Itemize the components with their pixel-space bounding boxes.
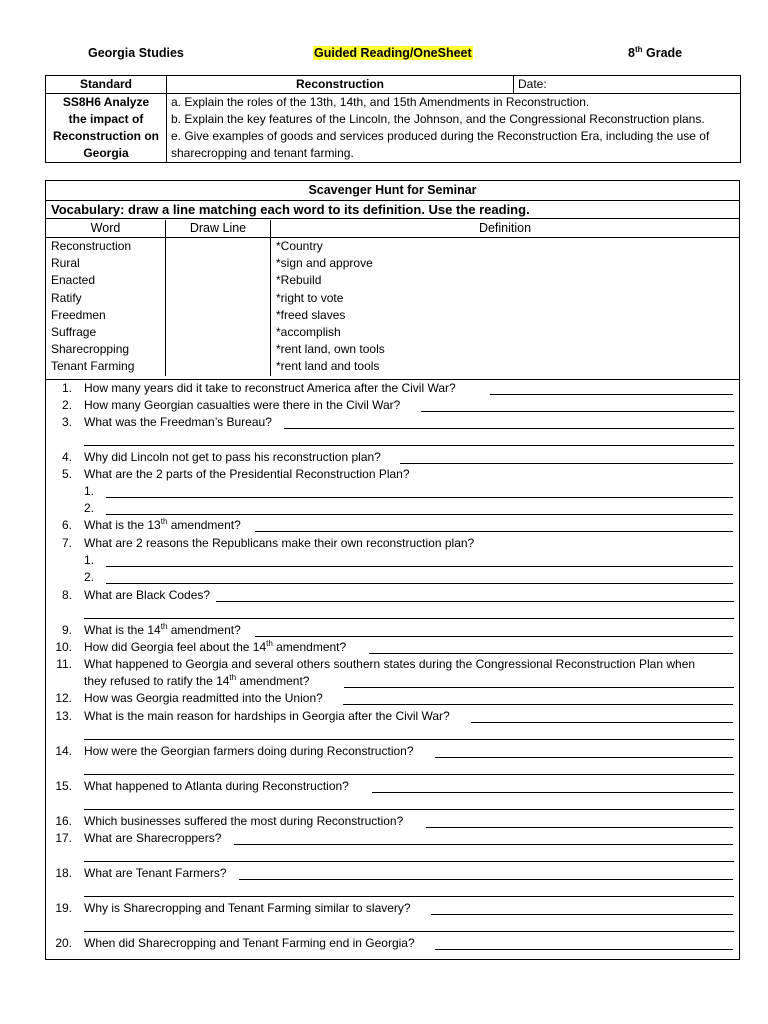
answer-line[interactable] [106, 566, 733, 568]
answer-line[interactable] [372, 792, 733, 794]
answer-line[interactable] [239, 879, 733, 881]
vocab-word: Enacted [51, 273, 96, 288]
answer-line[interactable] [84, 774, 734, 776]
answer-line[interactable] [84, 739, 734, 741]
vocab-definition: *rent land and tools [276, 359, 380, 374]
draw-col-header: Draw Line [166, 220, 271, 238]
objectives [167, 94, 741, 163]
answer-line[interactable] [255, 531, 733, 533]
answer-line[interactable] [490, 394, 733, 396]
answer-line[interactable] [84, 618, 734, 620]
vocab-table [46, 220, 739, 376]
grade-word: Grade [642, 46, 683, 60]
definition-list [271, 238, 740, 376]
grade-suffix: th [634, 44, 643, 54]
answer-line[interactable] [426, 827, 733, 829]
objective-e: e. Give examples of goods and services produced during the Reconstruction Era, including the use of [171, 129, 710, 143]
standard-table [45, 75, 741, 163]
answer-line[interactable] [84, 809, 734, 811]
document-title-text: Guided Reading/OneSheet [314, 46, 472, 60]
vocab-definition: *right to vote [276, 290, 344, 305]
vocab-word: Freedmen [51, 307, 106, 322]
vocab-word: Suffrage [51, 325, 97, 340]
answer-line[interactable] [471, 722, 733, 724]
answer-line[interactable] [343, 704, 733, 706]
answer-line[interactable] [106, 497, 733, 499]
vocab-word: Sharecropping [51, 342, 130, 357]
vocab-definition: *freed slaves [276, 307, 346, 322]
vocab-word: Tenant Farming [51, 359, 135, 374]
answer-line[interactable] [421, 411, 734, 413]
objective-b: b. Explain the key features of the Lincoln, the Johnson, and the Congressional Reconstruction plans. [171, 112, 705, 126]
grade-number: 8 [628, 46, 635, 60]
hunt-title: Scavenger Hunt for Seminar [46, 181, 739, 201]
vocab-definition: *Country [276, 239, 323, 253]
standard-line: the impact of [68, 112, 144, 126]
document-title [313, 46, 473, 60]
answer-line[interactable] [106, 514, 733, 516]
answer-line[interactable] [344, 687, 734, 689]
standard-code [46, 94, 167, 163]
answer-line[interactable] [435, 757, 733, 759]
definition-col-header: Definition [271, 220, 740, 238]
draw-line-area[interactable] [166, 238, 271, 376]
scavenger-hunt-box [45, 180, 740, 960]
standard-header: Standard [46, 76, 167, 94]
vocab-definition: *rent land, own tools [276, 342, 385, 357]
vocab-definition: *accomplish [276, 325, 341, 340]
vocab-definition: *Rebuild [276, 273, 322, 288]
question-list: 1. How many years did it take to reconstruct America after the Civil War? 2. How many Georgian casualties were there in the Civil War? 3. What was the Freedman’s Bureau? 4. Why did Lincoln not get to pass his reconstruction plan? 5. What are the 2 parts of the Presidential Reconstruction Plan? 1. 2. 6. What is the 13th amendment? 7. What are 2 reasons the Republicans make their own reconstruction plan? 1. 2. 8. What are Black Codes? 9. What is the 14th amendment? 10. How did Georgia feel about the 14th amendment? 11. What happened to Georgia and several others southern states during the Congressional Reconstruction Plan when they refused to ratify the 14th amendment? 12. How was Georgia readmitted into the Union? 13. What is the main reason for hardships in Georgia after the Civil War? 14. How were the Georgian farmers doing during Reconstruction? 15. What happened to Atlanta during Reconstruction? 16. Which businesses suffered the most during Reconstruction? 17. What are Sharecroppers? 18. What are Tenant Farmers? 19. Why is Sharecropping and Tenant Farming similar to slavery? 20. When did Sharecropping and Tenant Farming end in Georgia? [46, 379, 739, 380]
answer-line[interactable] [84, 896, 734, 898]
answer-line[interactable] [216, 601, 734, 603]
topic-header: Reconstruction [167, 76, 514, 94]
answer-line[interactable] [369, 653, 733, 655]
grade-label [628, 46, 682, 60]
date-field[interactable]: Date: [514, 76, 741, 94]
answer-line[interactable] [400, 463, 733, 465]
vocab-word: Ratify [51, 290, 82, 305]
answer-line[interactable] [84, 861, 734, 863]
answer-line[interactable] [255, 636, 733, 638]
vocab-word: Rural [51, 256, 80, 271]
answer-line[interactable] [106, 583, 733, 585]
objective-a: a. Explain the roles of the 13th, 14th, and 15th Amendments in Reconstruction. [171, 95, 590, 109]
answer-line[interactable] [284, 428, 734, 430]
standard-line: SS8H6 Analyze [62, 95, 150, 109]
answer-line[interactable] [435, 949, 733, 951]
standard-line: Reconstruction on [52, 129, 159, 143]
answer-line[interactable] [84, 445, 734, 447]
standard-line: Georgia [83, 146, 129, 160]
course-title: Georgia Studies [88, 46, 184, 60]
objective-e-cont: sharecropping and tenant farming. [171, 146, 354, 160]
answer-line[interactable] [84, 931, 734, 933]
answer-line[interactable] [234, 844, 733, 846]
word-list [46, 238, 166, 376]
vocab-word: Reconstruction [51, 239, 132, 253]
vocab-instructions: Vocabulary: draw a line matching each word to its definition. Use the reading. [46, 201, 739, 219]
answer-line[interactable] [431, 914, 733, 916]
word-col-header: Word [46, 220, 166, 238]
vocab-definition: *sign and approve [276, 256, 373, 271]
